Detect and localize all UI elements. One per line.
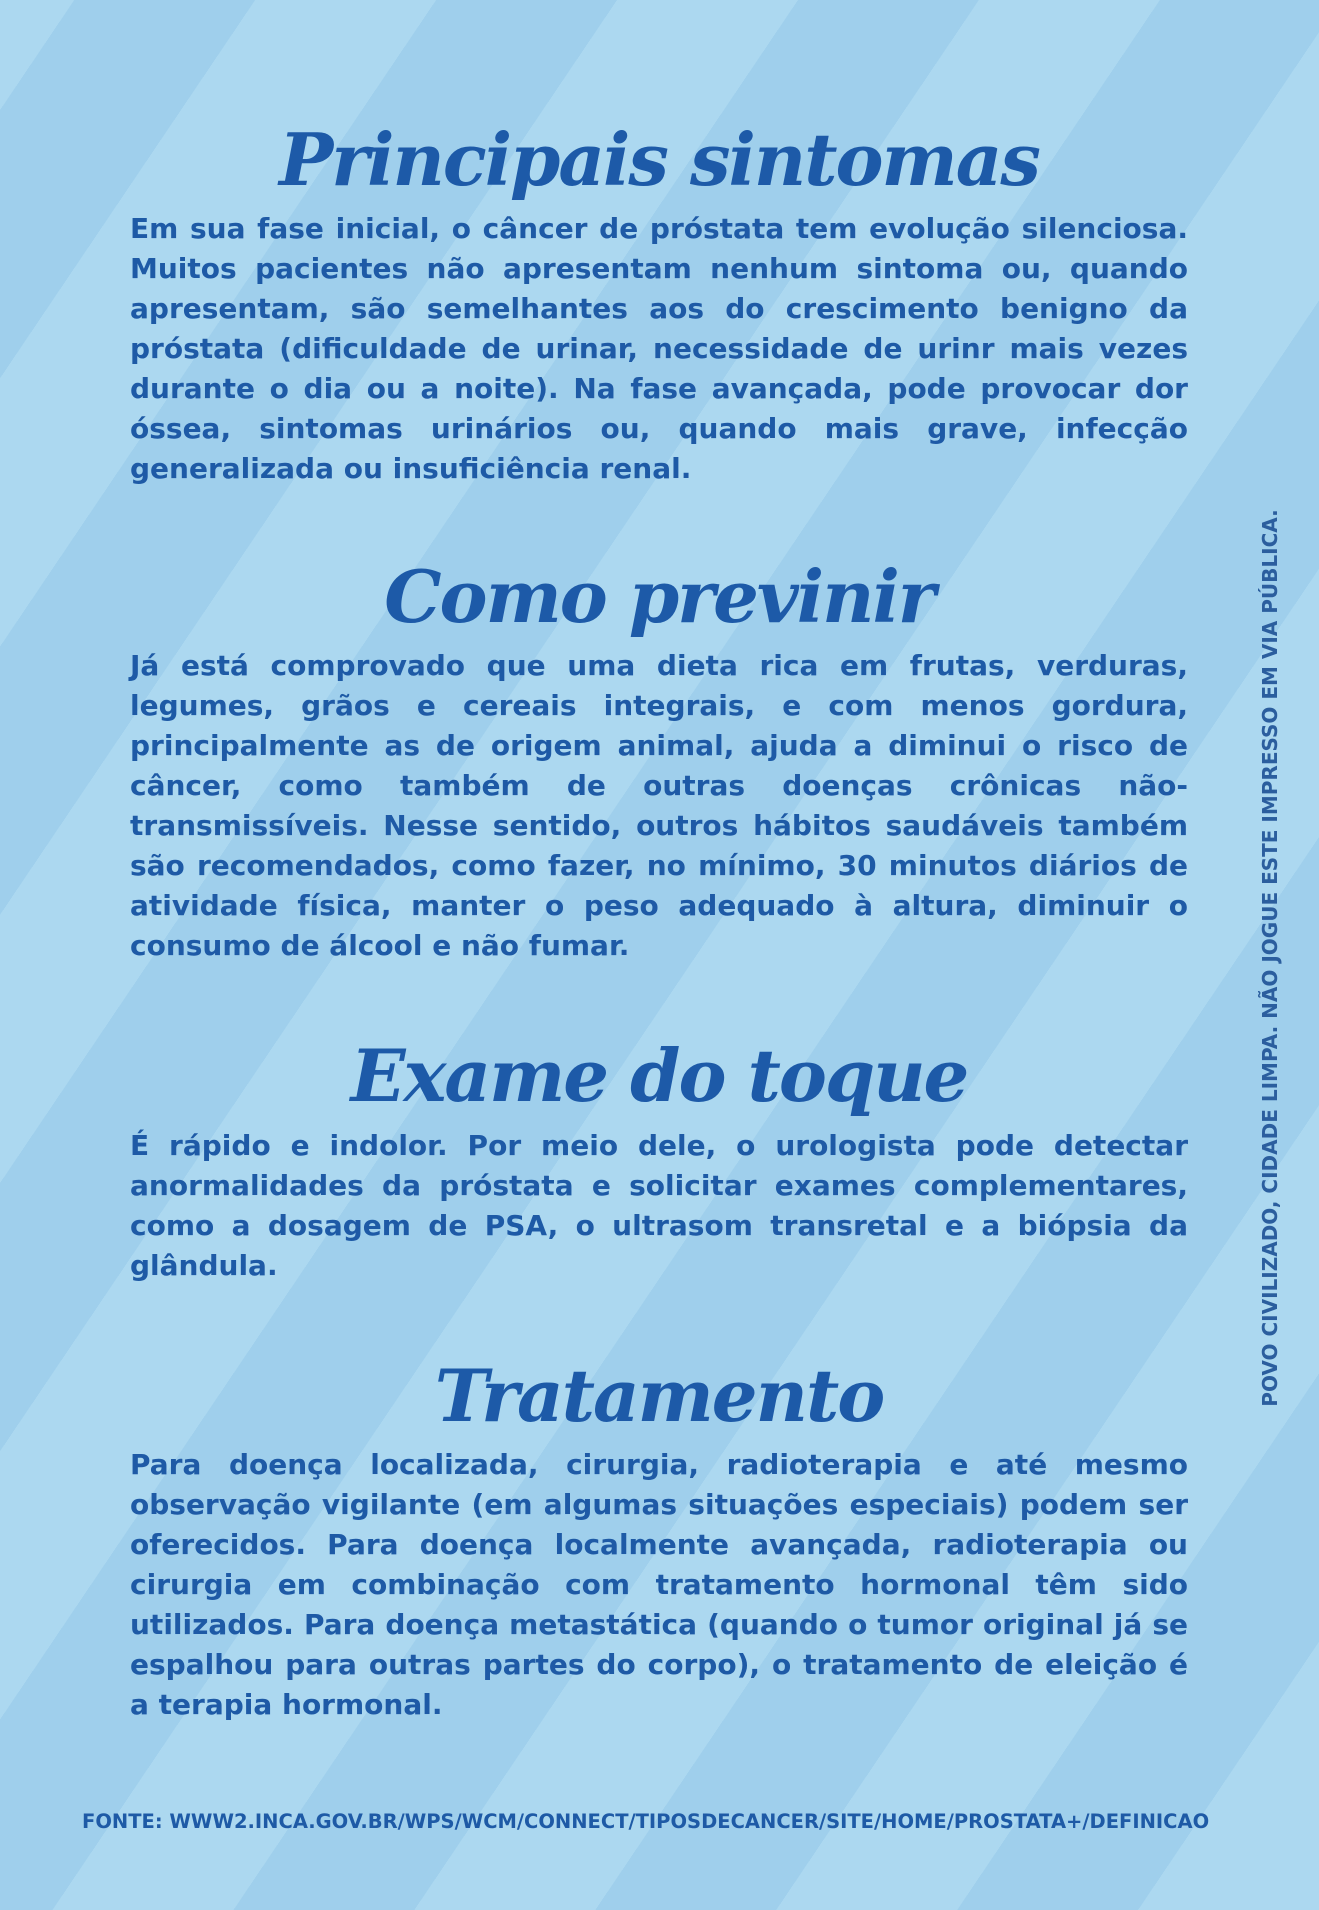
section-title: Tratamento (434, 1352, 884, 1438)
source-citation: FONTE: WWW2.INCA.GOV.BR/WPS/WCM/CONNECT/TIPOSDECANCER/SITE/HOME/PROSTATA+/DEFINICAO (82, 1810, 1210, 1833)
section-exame-do-toque (130, 1033, 1188, 1285)
section-principais-sintomas (130, 117, 1188, 489)
section-title: Exame do toque (350, 1033, 968, 1119)
leaflet-content (130, 117, 1188, 1725)
section-text: Para doença localizada, cirurgia, radioterapia e até mesmo observação vigilante (em algumas situações especiais) podem ser oferecidos. Para doença localmente avançada, radioterapia ou cirurgia em combinação com tratamento hormonal têm sido utilizados. Para doença metastática (quando o tumor original já se espalhou para outras partes do corpo), o tratamento de eleição é a terapia hormonal. (130, 1447, 1188, 1721)
section-como-previnir (130, 554, 1188, 966)
section-title: Principais sintomas (279, 117, 1039, 202)
vertical-disclaimer: POVO CIVILIZADO, CIDADE LIMPA. NÃO JOGUE ESTE IMPRESSO EM VIA PÚBLICA. (1258, 509, 1282, 1407)
section-title: Como previnir (384, 554, 934, 640)
section-text: Já está comprovado que uma dieta rica em frutas, verduras, legumes, grãos e cereais integrais, e com menos gordura, principalmente as de origem animal, ajuda a diminui o risco de câncer, como também de outras doenças crônicas não-transmissíveis. Nesse sentido, outros hábitos saudáveis também são recomendados, como fazer, no mínimo, 30 minutos diários de atividade física, manter o peso adequado à altura, diminuir o consumo de álcool e não fumar. (130, 649, 1188, 963)
section-tratamento (130, 1352, 1188, 1725)
section-text: É rápido e indolor. Por meio dele, o urologista pode detectar anormalidades da próstata e solicitar exames complementares, como a dosagem de PSA, o ultrasom transretal e a biópsia da glândula. (130, 1128, 1188, 1282)
section-text: Em sua fase inicial, o câncer de próstata tem evolução silenciosa. Muitos pacientes não apresentam nenhum sintoma ou, quando apresentam, são semelhantes aos do crescimento benigno da próstata (dificuldade de urinar, necessidade de urinr mais vezes durante o dia ou a noite). Na fase avançada, pode provocar dor óssea, sintomas urinários ou, quando mais grave, infecção generalizada ou insuficiência renal. (130, 212, 1188, 486)
